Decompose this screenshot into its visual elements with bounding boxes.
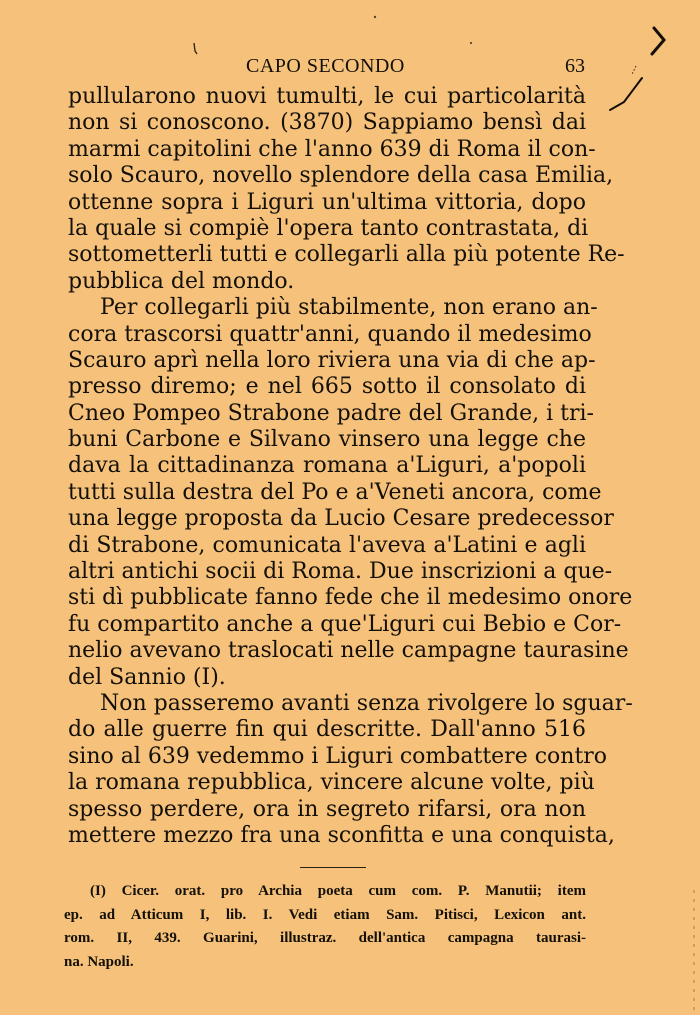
text-line: una legge proposta da Lucio Cesare predecessor [68, 506, 614, 532]
text-line: sottometterli tutti e collegarli alla più potente Re- [68, 242, 625, 268]
margin-pen-stroke-mark [602, 22, 672, 112]
footnote-separator [300, 867, 366, 868]
footnote-line: (I) Cicer. orat. pro Archia poeta cum com. P. Manutii; item [90, 883, 586, 899]
text-line: Cneo Pompeo Strabone padre del Grande, i tri- [68, 400, 594, 426]
margin-edge-mark [690, 890, 698, 1010]
ink-dot-mark [468, 40, 474, 46]
footnote [64, 880, 586, 974]
text-line: ottenne sopra i Liguri un'ultima vittoria, dopo [68, 189, 586, 215]
text-line: fu compartito anche a que'Liguri cui Bebio e Cor- [68, 611, 622, 637]
text-line: Scauro aprì nella loro riviera una via di che ap- [68, 347, 596, 373]
text-line: di Strabone, comunicata l'aveva a'Latini e agli [68, 532, 586, 558]
text-line: solo Scauro, novello splendore della casa Emilia, [68, 163, 614, 189]
ink-dot-mark [372, 14, 378, 20]
page-number: 63 [565, 55, 585, 77]
text-line: sti dì pubblicate fanno fede che il medesimo onore [68, 585, 633, 611]
text-line: pubblica del mondo. [68, 268, 295, 294]
footnote-line: rom. II, 439. Guarini, illustraz. dell'antica campagna taurasi- [64, 930, 586, 946]
text-line: marmi capitolini che l'anno 639 di Roma il con- [68, 136, 596, 162]
text-line: mettere mezzo fra una sconfitta e una conquista, [68, 822, 615, 848]
text-line: do alle guerre fin qui descritte. Dall'anno 516 [68, 717, 586, 743]
body-text [68, 84, 633, 849]
ink-speck-mark [190, 42, 200, 56]
paragraph-first-line: Per collegarli più stabilmente, non erano an- [100, 295, 598, 321]
text-line: pullularono nuovi tumulti, le cui particolarità [68, 84, 586, 109]
text-line: altri antichi socii di Roma. Due inscrizioni a que- [68, 559, 613, 585]
text-line: la quale si compiè l'opera tanto contrastata, di [68, 215, 589, 241]
footnote-line: na. Napoli. [64, 953, 134, 970]
text-line: buni Carbone e Silvano vinsero una legge che [68, 427, 586, 453]
text-line: del Sannio (I). [68, 664, 226, 690]
text-line: presso diremo; e nel 665 sotto il consolato di [68, 374, 586, 400]
text-line: la romana repubblica, vincere alcune volte, più [68, 770, 595, 796]
text-line: non si conoscono. (3870) Sappiamo bensì dai [68, 110, 586, 136]
text-line: dava la cittadinanza romana a'Liguri, a'popoli [68, 453, 586, 479]
text-line: tutti sulla destra del Po e a'Veneti ancora, come [68, 479, 602, 505]
text-line: cora trascorsi quattr'anni, quando il medesimo [68, 321, 592, 347]
text-line: spesso perdere, ora in segreto rifarsi, ora non [68, 796, 586, 822]
page-header [70, 55, 585, 81]
footnote-line: ep. ad Atticum I, lib. I. Vedi etiam Sam. Pitisci, Lexicon ant. [64, 906, 586, 923]
running-title: CAPO SECONDO [246, 55, 405, 77]
text-line: nelio avevano traslocati nelle campagne taurasine [68, 638, 629, 664]
paragraph-first-line: Non passeremo avanti senza rivolgere lo sguar- [100, 690, 633, 716]
text-line: sino al 639 vedemmo i Liguri combattere contro [68, 743, 608, 769]
